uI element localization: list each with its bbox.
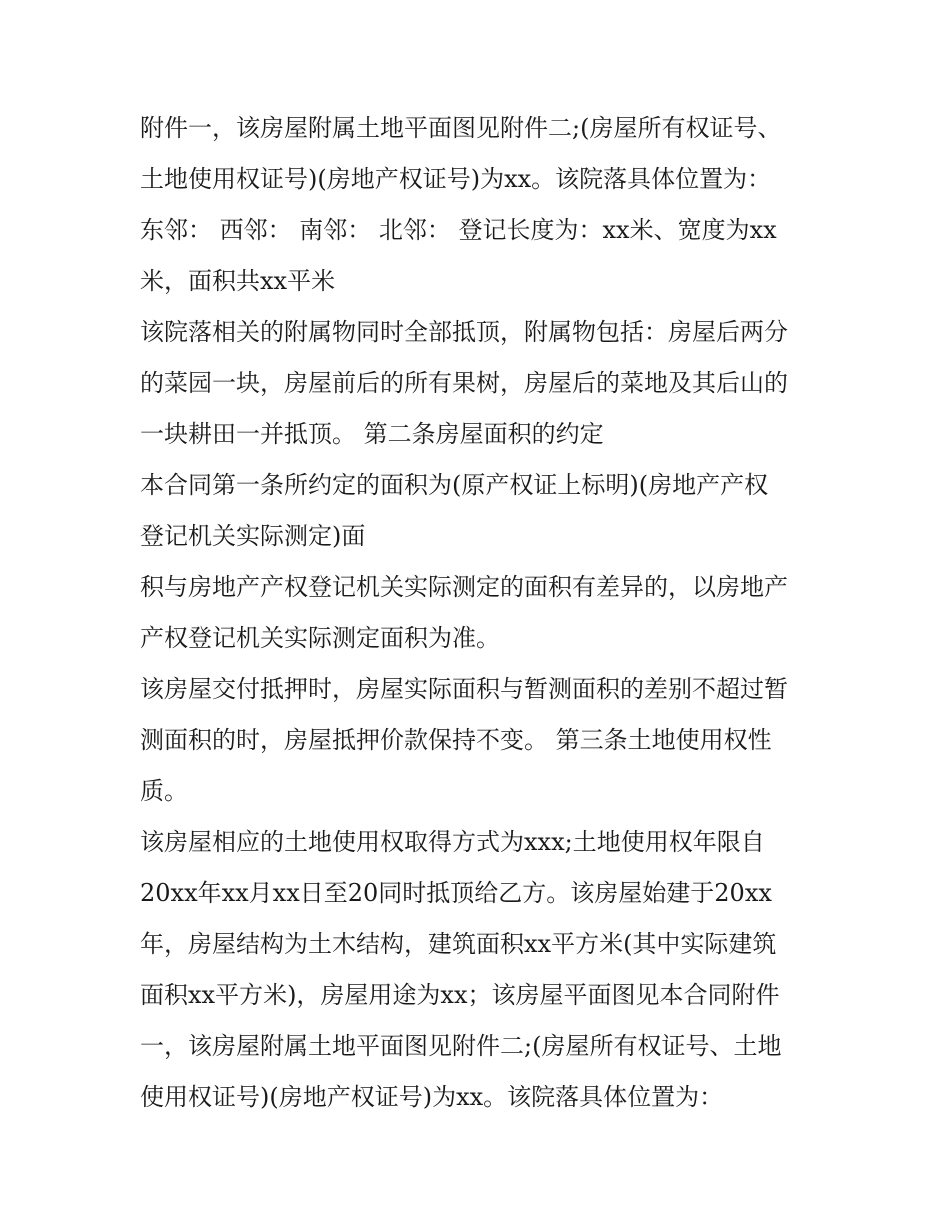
text-line: 质。 xyxy=(140,777,188,805)
document-body xyxy=(140,103,820,1123)
text-line: 积与房地产产权登记机关实际测定的面积有差异的，以房地产 xyxy=(140,573,788,601)
text-line: 该房屋相应的土地使用权取得方式为xxx;土地使用权年限自 xyxy=(140,828,765,856)
text-line: 东邻： 西邻： 南邻： 北邻： 登记长度为：xx米、宽度为xx xyxy=(140,216,777,244)
text-line: 一块耕田一并抵顶。 第二条房屋面积的约定 xyxy=(140,420,604,448)
text-line: 年，房屋结构为土木结构，建筑面积xx平方米(其中实际建筑 xyxy=(140,930,777,958)
text-line: 该房屋交付抵押时，房屋实际面积与暂测面积的差别不超过暂 xyxy=(140,675,788,703)
text-line: 附件一，该房屋附属土地平面图见附件二;(房屋所有权证号、 xyxy=(140,114,782,142)
text-line: 20xx年xx月xx日至20同时抵顶给乙方。该房屋始建于20xx xyxy=(140,879,772,907)
text-line: 土地使用权证号)(房地产权证号)为xx。该院落具体位置为： xyxy=(140,165,772,193)
text-line: 一，该房屋附属土地平面图见附件二;(房屋所有权证号、土地 xyxy=(140,1032,782,1060)
text-line: 产权登记机关实际测定面积为准。 xyxy=(140,624,500,652)
text-line: 面积xx平方米)，房屋用途为xx；该房屋平面图见本合同附件 xyxy=(140,981,780,1009)
text-line: 使用权证号)(房地产权证号)为xx。该院落具体位置为： xyxy=(140,1083,724,1111)
text-line: 登记机关实际测定)面 xyxy=(140,522,366,550)
text-line: 该院落相关的附属物同时全部抵顶，附属物包括：房屋后两分 xyxy=(140,318,788,346)
text-line: 的菜园一块，房屋前后的所有果树，房屋后的菜地及其后山的 xyxy=(140,369,788,397)
text-line: 本合同第一条所约定的面积为(原产权证上标明)(房地产产权 xyxy=(140,471,769,499)
text-line: 测面积的时，房屋抵押价款保持不变。 第三条土地使用权性 xyxy=(140,726,772,754)
text-line: 米，面积共xx平米 xyxy=(140,267,336,295)
